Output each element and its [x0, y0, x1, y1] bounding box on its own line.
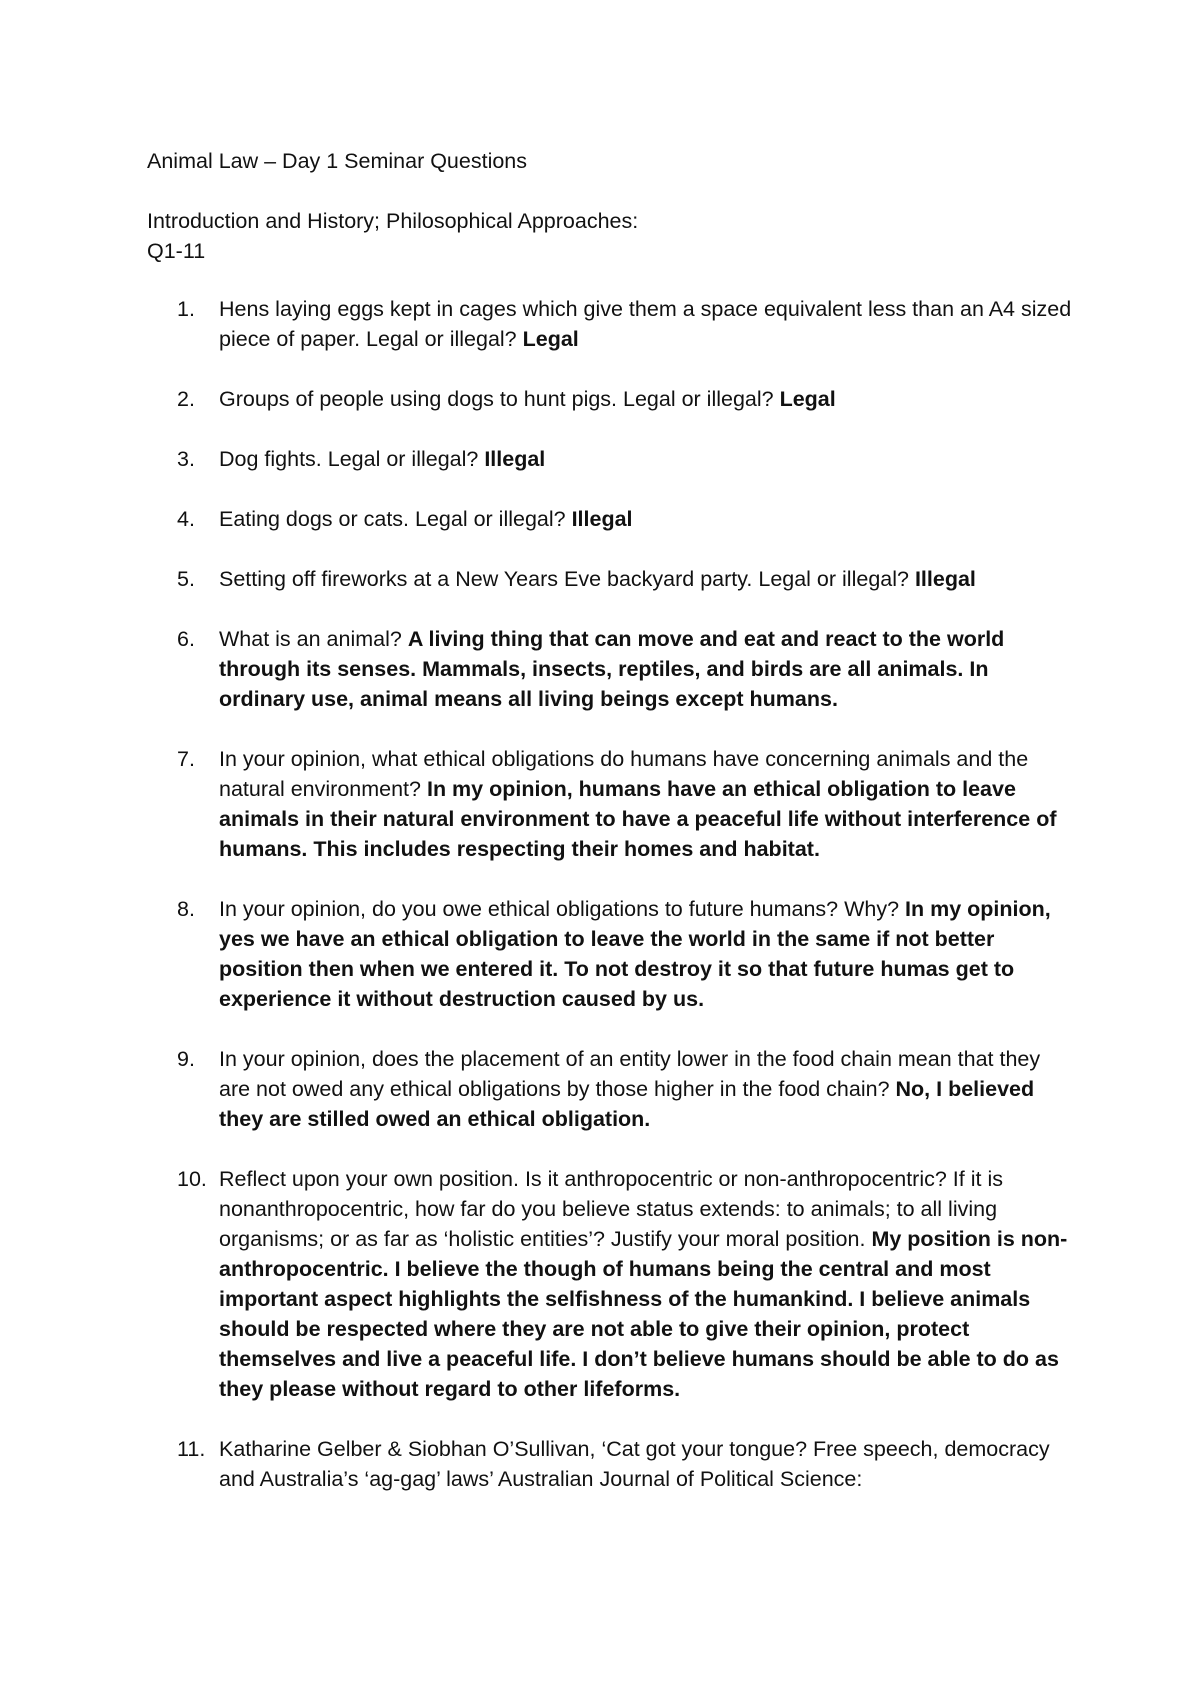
- question-text: Eating dogs or cats. Legal or illegal?: [219, 507, 572, 531]
- question-number: 10.: [177, 1167, 207, 1191]
- question-number: 7.: [177, 747, 195, 771]
- question-number: 5.: [177, 567, 195, 591]
- question-text: In your opinion, what ethical obligations do humans have concerning animals and the natural environment?: [219, 747, 1029, 801]
- question-text: Groups of people using dogs to hunt pigs. Legal or illegal?: [219, 387, 780, 411]
- answer-text: No, I believed they are stilled owed an ethical obligation.: [219, 1077, 1035, 1131]
- document-title: Animal Law – Day 1 Seminar Questions: [147, 149, 528, 173]
- question-number: 6.: [177, 627, 195, 651]
- question-item-6: [147, 624, 1077, 714]
- question-text: In your opinion, do you owe ethical obligations to future humans? Why?: [219, 897, 906, 921]
- question-text: Katharine Gelber & Siobhan O’Sullivan, ‘Cat got your tongue? Free speech, democracy and Australia’s ‘ag-gag’ laws’ Australian Journal of Political Science:: [219, 1437, 1050, 1491]
- question-text: Dog fights. Legal or illegal?: [219, 447, 485, 471]
- question-item-1: [147, 294, 1077, 354]
- answer-text: Legal: [522, 327, 579, 351]
- answer-text: Illegal: [484, 447, 546, 471]
- answer-text: Illegal: [571, 507, 633, 531]
- question-text: Hens laying eggs kept in cages which give them a space equivalent less than an A4 sized piece of paper. Legal or illegal?: [219, 297, 1072, 351]
- answer-text: In my opinion, humans have an ethical obligation to leave animals in their natural environment to have a peaceful life without interference of humans. This includes respecting their homes and habitat.: [219, 777, 1057, 861]
- question-text: Reflect upon your own position. Is it anthropocentric or non-anthropocentric? If it is nonanthropocentric, how far do you believe status extends: to animals; to all living organisms; or as far as ‘holistic entities’? Justify your moral position.: [219, 1167, 1003, 1251]
- answer-text: Legal: [779, 387, 836, 411]
- answer-text: A living thing that can move and eat and react to the world through its senses. Mammals, insects, reptiles, and birds are all animals. In ordinary use, animal means all living beings except humans.: [219, 627, 1005, 711]
- question-number: 2.: [177, 387, 195, 411]
- question-text: In your opinion, does the placement of an entity lower in the food chain mean that they are not owed any ethical obligations by those higher in the food chain?: [219, 1047, 1041, 1101]
- question-text: What is an animal?: [219, 627, 408, 651]
- question-number: 8.: [177, 897, 195, 921]
- question-item-10: [147, 1164, 1077, 1404]
- question-text: Setting off fireworks at a New Years Eve backyard party. Legal or illegal?: [219, 567, 915, 591]
- document-body: [147, 146, 1077, 1524]
- answer-text: My position is non-anthropocentric. I believe the though of humans being the central and most important aspect highlights the selfishness of the humankind. I believe animals should be respected where they are not able to give their opinion, protect themselves and live a peaceful life. I don’t believe humans should be able to do as they please without regard to other lifeforms.: [219, 1227, 1068, 1401]
- question-item-11: [147, 1434, 1077, 1494]
- question-item-4: [147, 504, 1077, 534]
- section-heading: Introduction and History; Philosophical Approaches:: [147, 209, 639, 233]
- question-item-2: [147, 384, 1077, 414]
- question-number: 1.: [177, 297, 195, 321]
- question-range: Q1-11: [147, 239, 206, 263]
- question-item-7: [147, 744, 1077, 864]
- question-list: [147, 294, 1077, 1494]
- question-number: 4.: [177, 507, 195, 531]
- question-item-3: [147, 444, 1077, 474]
- question-item-9: [147, 1044, 1077, 1134]
- question-number: 11.: [177, 1437, 206, 1461]
- question-item-5: [147, 564, 1077, 594]
- answer-text: Illegal: [914, 567, 976, 591]
- question-item-8: [147, 894, 1077, 1014]
- question-number: 3.: [177, 447, 195, 471]
- question-number: 9.: [177, 1047, 195, 1071]
- answer-text: In my opinion, yes we have an ethical obligation to leave the world in the same if not better position then when we entered it. To not destroy it so that future humas get to experience it without destruction caused by us.: [219, 897, 1051, 1011]
